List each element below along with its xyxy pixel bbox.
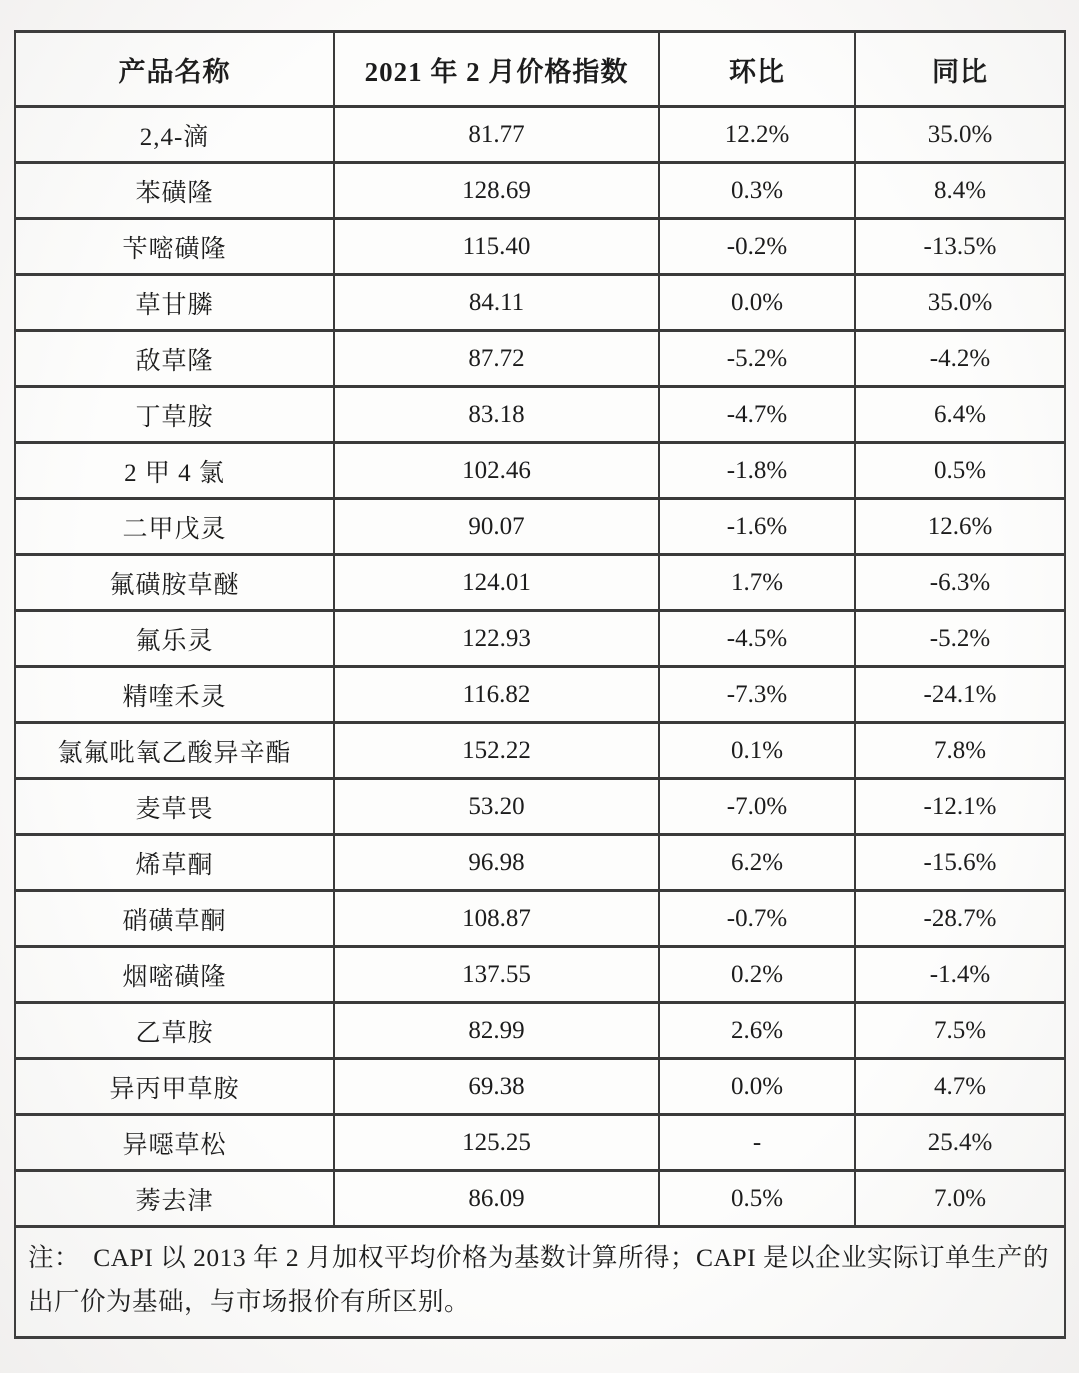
product-name-cell: 精喹禾灵 [15,667,334,723]
table-row [15,387,1065,443]
mom-cell: -1.6% [659,499,855,555]
header-row [15,32,1065,107]
product-name-cell: 氟磺胺草醚 [15,555,334,611]
header-product-name: 产品名称 [15,32,334,107]
table-row [15,1003,1065,1059]
price-index-cell: 83.18 [334,387,659,443]
table-row [15,219,1065,275]
price-index-cell: 152.22 [334,723,659,779]
table-row [15,611,1065,667]
mom-cell: 0.0% [659,1059,855,1115]
price-index-cell: 116.82 [334,667,659,723]
yoy-cell: -24.1% [855,667,1065,723]
yoy-cell: -4.2% [855,331,1065,387]
product-name-cell: 二甲戊灵 [15,499,334,555]
mom-cell: 0.2% [659,947,855,1003]
yoy-cell: 12.6% [855,499,1065,555]
mom-cell: 2.6% [659,1003,855,1059]
price-index-cell: 96.98 [334,835,659,891]
table-row [15,891,1065,947]
price-index-cell: 53.20 [334,779,659,835]
yoy-cell: -28.7% [855,891,1065,947]
table-row [15,443,1065,499]
product-name-cell: 异丙甲草胺 [15,1059,334,1115]
table-body [15,107,1065,1227]
yoy-cell: 7.8% [855,723,1065,779]
product-name-cell: 苯磺隆 [15,163,334,219]
price-index-cell: 137.55 [334,947,659,1003]
price-index-cell: 125.25 [334,1115,659,1171]
table-row [15,275,1065,331]
table-row [15,1171,1065,1227]
product-name-cell: 麦草畏 [15,779,334,835]
product-name-cell: 草甘膦 [15,275,334,331]
product-name-cell: 苄嘧磺隆 [15,219,334,275]
yoy-cell: 8.4% [855,163,1065,219]
header-mom: 环比 [659,32,855,107]
mom-cell: -5.2% [659,331,855,387]
yoy-cell: -5.2% [855,611,1065,667]
mom-cell: 0.0% [659,275,855,331]
table-row [15,107,1065,163]
price-index-cell: 69.38 [334,1059,659,1115]
yoy-cell: -6.3% [855,555,1065,611]
price-index-cell: 122.93 [334,611,659,667]
price-index-cell: 124.01 [334,555,659,611]
price-index-cell: 86.09 [334,1171,659,1227]
header-yoy: 同比 [855,32,1065,107]
yoy-cell: 35.0% [855,107,1065,163]
product-name-cell: 莠去津 [15,1171,334,1227]
table-row [15,1115,1065,1171]
table-row [15,779,1065,835]
product-name-cell: 氟乐灵 [15,611,334,667]
yoy-cell: -15.6% [855,835,1065,891]
product-name-cell: 异噁草松 [15,1115,334,1171]
yoy-cell: -13.5% [855,219,1065,275]
mom-cell: -4.5% [659,611,855,667]
price-index-cell: 87.72 [334,331,659,387]
mom-cell: - [659,1115,855,1171]
table-footer [15,1227,1065,1338]
table-row [15,1059,1065,1115]
table-row [15,947,1065,1003]
mom-cell: 12.2% [659,107,855,163]
mom-cell: -7.3% [659,667,855,723]
mom-cell: -4.7% [659,387,855,443]
mom-cell: 0.5% [659,1171,855,1227]
yoy-cell: -12.1% [855,779,1065,835]
table-row [15,835,1065,891]
table-row [15,331,1065,387]
table-row [15,667,1065,723]
mom-cell: -7.0% [659,779,855,835]
price-index-cell: 90.07 [334,499,659,555]
product-name-cell: 2 甲 4 氯 [15,443,334,499]
price-index-cell: 108.87 [334,891,659,947]
price-index-cell: 82.99 [334,1003,659,1059]
mom-cell: -0.2% [659,219,855,275]
mom-cell: 6.2% [659,835,855,891]
yoy-cell: 4.7% [855,1059,1065,1115]
yoy-cell: 7.5% [855,1003,1065,1059]
table-note: 注： CAPI 以 2013 年 2 月加权平均价格为基数计算所得；CAPI 是以企业实际订单生产的出厂价为基础，与市场报价有所区别。 [15,1227,1065,1338]
header-price-index: 2021 年 2 月价格指数 [334,32,659,107]
product-name-cell: 硝磺草酮 [15,891,334,947]
yoy-cell: 7.0% [855,1171,1065,1227]
table-header [15,32,1065,107]
mom-cell: 0.1% [659,723,855,779]
table-row [15,723,1065,779]
product-name-cell: 乙草胺 [15,1003,334,1059]
price-index-cell: 84.11 [334,275,659,331]
product-name-cell: 2,4-滴 [15,107,334,163]
yoy-cell: 25.4% [855,1115,1065,1171]
table-row [15,499,1065,555]
yoy-cell: 6.4% [855,387,1065,443]
product-name-cell: 烟嘧磺隆 [15,947,334,1003]
price-index-cell: 128.69 [334,163,659,219]
yoy-cell: 0.5% [855,443,1065,499]
yoy-cell: 35.0% [855,275,1065,331]
product-name-cell: 烯草酮 [15,835,334,891]
table-row [15,555,1065,611]
price-index-cell: 102.46 [334,443,659,499]
price-index-cell: 115.40 [334,219,659,275]
mom-cell: -1.8% [659,443,855,499]
table-row [15,163,1065,219]
price-index-table [14,30,1066,1339]
price-index-cell: 81.77 [334,107,659,163]
product-name-cell: 敌草隆 [15,331,334,387]
note-row [15,1227,1065,1338]
product-name-cell: 氯氟吡氧乙酸异辛酯 [15,723,334,779]
mom-cell: -0.7% [659,891,855,947]
yoy-cell: -1.4% [855,947,1065,1003]
mom-cell: 1.7% [659,555,855,611]
mom-cell: 0.3% [659,163,855,219]
product-name-cell: 丁草胺 [15,387,334,443]
